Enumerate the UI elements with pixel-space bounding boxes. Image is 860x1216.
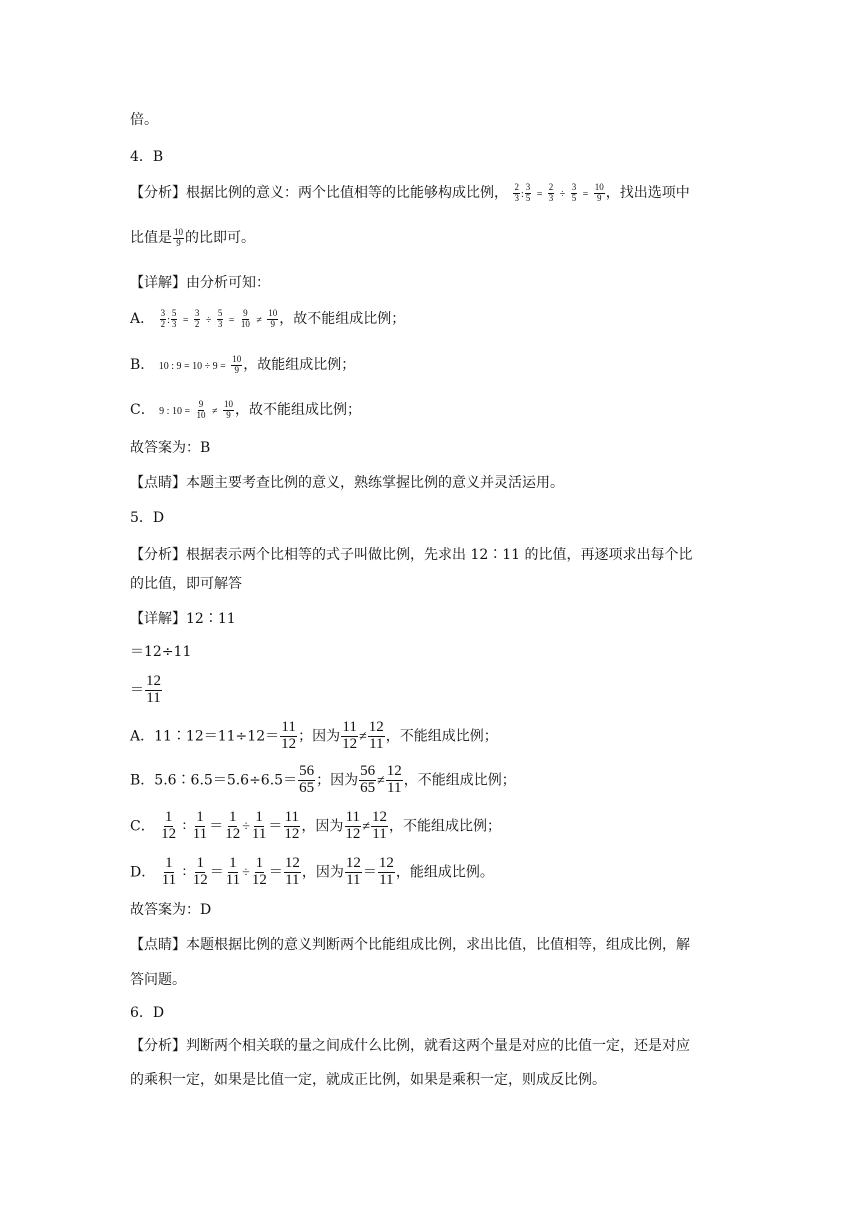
fraction: $\frac{11}{12}$ bbox=[281, 719, 297, 752]
text-line: 比值是 $\frac{10}{9}$ 的比即可。 bbox=[130, 227, 255, 248]
text-line: 的比值，即可解答 bbox=[130, 576, 242, 592]
answer-line: 故答案为：B bbox=[130, 440, 211, 456]
fraction: $\frac{3}{5}$ bbox=[571, 182, 577, 203]
fraction: $\frac{3}{5}$ bbox=[525, 182, 531, 203]
fraction: $\frac{1}{11}$ bbox=[161, 855, 177, 888]
comment-line: 【点睛】本题根据比例的意义判断两个比能组成比例，求出比值，比值相等，组成比例，解 bbox=[130, 937, 690, 953]
option-b: B．5.6∶6.5＝5.6÷6.5＝ $\frac{56}{65}$ ；因为 $\frac{56}{65}$ ≠ $\frac{12}{11}$ ，不能组成比例； bbox=[130, 763, 516, 796]
text-line: 倍。 bbox=[130, 112, 158, 128]
fraction: $\frac{1}{12}$ bbox=[192, 855, 208, 888]
option-c: C． 9 : 10 = $\frac{9}{10}$ ≠ $\frac{10}{9}$ ，故不能组成比例； bbox=[130, 399, 361, 420]
analysis-line: 【分析】判断两个相关联的量之间成什么比例，就看这两个量是对应的比值一定，还是对应 bbox=[130, 1038, 690, 1054]
analysis-line: 【分析】根据表示两个比相等的式子叫做比例，先求出 12∶11 的比值，再逐项求出每个比 bbox=[130, 547, 693, 563]
fraction: $\frac{1}{11}$ bbox=[192, 809, 208, 842]
fraction: $\frac{9}{10}$ bbox=[240, 308, 250, 329]
text-line: ＝12÷11 bbox=[130, 644, 192, 660]
fraction: $\frac{12}{11}$ bbox=[386, 763, 402, 796]
fraction: $\frac{56}{65}$ bbox=[299, 763, 315, 796]
option-d: D． $\frac{1}{11}$ ∶ $\frac{1}{12}$ ＝ $\frac{1}{11}$ ÷ $\frac{1}{12}$ ＝ $\frac{12}{11}$ ，因为 $\frac{12}{11}$ ＝ $\frac{12}{11}$ ，能组成比例。 bbox=[130, 855, 494, 888]
fraction: $\frac{9}{10}$ bbox=[196, 399, 206, 420]
fraction: $\frac{1}{11}$ bbox=[225, 855, 241, 888]
fraction: $\frac{2}{3}$ bbox=[514, 182, 519, 203]
fraction: $\frac{12}{11}$ bbox=[372, 809, 388, 842]
fraction: $\frac{5}{3}$ bbox=[171, 308, 177, 329]
fraction: $\frac{1}{11}$ bbox=[251, 809, 267, 842]
fraction: $\frac{56}{65}$ bbox=[360, 763, 376, 796]
fraction: $\frac{3}{2}$ bbox=[194, 308, 200, 329]
fraction: $\frac{10}{9}$ bbox=[594, 182, 604, 203]
option-c: C． $\frac{1}{12}$ ∶ $\frac{1}{11}$ ＝ $\frac{1}{12}$ ÷ $\frac{1}{11}$ ＝ $\frac{11}{12}$ ，因为 $\frac{11}{12}$ ≠ $\frac{12}{11}$ ，不能组成比例； bbox=[130, 809, 502, 842]
question-number: 5．D bbox=[130, 510, 165, 526]
fraction: $\frac{1}{12}$ bbox=[225, 809, 241, 842]
fraction: $\frac{12}{11}$ bbox=[146, 673, 161, 706]
fraction: $\frac{1}{12}$ bbox=[251, 855, 267, 888]
fraction: $\frac{3}{2}$ bbox=[160, 308, 166, 329]
fraction: $\frac{1}{12}$ bbox=[161, 809, 177, 842]
analysis-line: 【分析】根据比例的意义：两个比值相等的比能够构成比例， $\frac{2}{3}$ : $\frac{3}{5}$ = $\frac{2}{3}$ ÷ $\frac{3}{5}$ = $\frac{10}{9}$ ，找出选项中 bbox=[130, 182, 690, 203]
fraction: $\frac{11}{12}$ bbox=[342, 719, 358, 752]
comment-line: 【点睛】本题主要考查比例的意义，熟练掌握比例的意义并灵活运用。 bbox=[130, 475, 564, 491]
fraction: $\frac{11}{12}$ bbox=[284, 809, 300, 842]
text-line: 答问题。 bbox=[130, 972, 186, 988]
option-a: A． $\frac{3}{2}$ : $\frac{5}{3}$ = $\frac{3}{2}$ ÷ $\frac{5}{3}$ = $\frac{9}{10}$ ≠ $\frac{10}{9}$ ，故不能组成比例； bbox=[130, 308, 406, 329]
fraction: $\frac{10}{9}$ bbox=[268, 308, 278, 329]
fraction: $\frac{10}{9}$ bbox=[232, 354, 242, 375]
fraction: $\frac{12}{11}$ bbox=[345, 855, 361, 888]
option-a: A．11∶12＝11÷12＝ $\frac{11}{12}$ ；因为 $\frac{11}{12}$ ≠ $\frac{12}{11}$ ，不能组成比例； bbox=[130, 719, 498, 752]
fraction: $\frac{12}{11}$ bbox=[284, 855, 300, 888]
answer-line: 故答案为：D bbox=[130, 902, 212, 918]
question-number: 6．D bbox=[130, 1005, 165, 1021]
detail-heading: 【详解】由分析可知： bbox=[130, 275, 270, 291]
fraction: $\frac{11}{12}$ bbox=[345, 809, 361, 842]
fraction: $\frac{12}{11}$ bbox=[378, 855, 394, 888]
question-number: 4．B bbox=[130, 149, 164, 165]
option-b: B． 10 : 9 = 10 ÷ 9 = $\frac{10}{9}$ ，故能组成比例； bbox=[130, 354, 356, 375]
fraction: $\frac{10}{9}$ bbox=[174, 227, 183, 248]
fraction: $\frac{10}{9}$ bbox=[223, 399, 233, 420]
text-line: 的乘积一定，如果是比值一定，就成正比例，如果是乘积一定，则成反比例。 bbox=[130, 1072, 606, 1088]
detail-heading: 【详解】12∶11 bbox=[130, 611, 236, 627]
fraction: $\frac{12}{11}$ bbox=[368, 719, 384, 752]
fraction: $\frac{2}{3}$ bbox=[548, 182, 554, 203]
fraction: $\frac{5}{3}$ bbox=[217, 308, 223, 329]
text-line: ＝ $\frac{12}{11}$ bbox=[130, 673, 161, 706]
